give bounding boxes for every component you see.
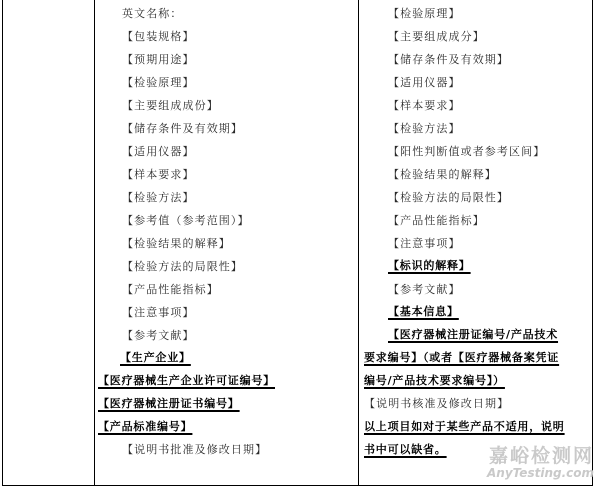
left-item-precautions: 【注意事项】	[122, 306, 195, 319]
right-item-instruments: 【适用仪器】	[388, 76, 461, 89]
left-item-intended-use: 【预期用途】	[122, 53, 195, 66]
left-item-registration-number: 【医疗器械注册证书编号】	[98, 397, 240, 410]
left-item-production-license: 【医疗器械生产企业许可证编号】	[98, 374, 275, 387]
right-item-label-explanation: 【标识的解释】	[388, 259, 471, 272]
left-item-components: 【主要组成成份】	[122, 99, 219, 112]
column-divider-2	[358, 0, 359, 485]
right-item-positive-cutoff: 【阳性判断值或者参考区间】	[388, 145, 546, 158]
watermark-en-text: AnyTesting.com	[487, 466, 594, 480]
left-item-manufacturer: 【生产企业】	[120, 351, 191, 364]
left-item-reference-value: 【参考值（参考范围）】	[122, 214, 250, 227]
right-item-components: 【主要组成成分】	[388, 30, 485, 43]
left-item-performance: 【产品性能指标】	[122, 283, 219, 296]
right-item-limitations: 【检验方法的局限性】	[388, 191, 509, 204]
right-item-storage: 【储存条件及有效期】	[388, 53, 509, 66]
right-item-performance: 【产品性能指标】	[388, 214, 485, 227]
left-item-approval-date: 【说明书批准及修改日期】	[122, 443, 268, 456]
left-item-english-name: 英文名称：	[122, 7, 183, 20]
left-item-limitations: 【检验方法的局限性】	[122, 260, 243, 273]
left-item-principle: 【检验原理】	[122, 76, 195, 89]
right-item-note-line-2: 书中可以缺省。	[364, 443, 447, 456]
left-item-instruments: 【适用仪器】	[122, 145, 195, 158]
column-divider-1	[94, 0, 95, 485]
watermark-cn-text: 嘉峪检测网	[488, 445, 594, 467]
right-item-sample: 【样本要求】	[388, 99, 461, 112]
right-item-note-line-1: 以上项目如对于某些产品不适用，说明	[364, 420, 565, 433]
left-item-storage: 【储存条件及有效期】	[122, 122, 243, 135]
right-item-precautions: 【注意事项】	[388, 237, 461, 250]
comparison-table	[2, 0, 593, 486]
left-item-references: 【参考文献】	[122, 329, 195, 342]
right-item-registration-line-1: 【医疗器械注册证编号/产品技术	[388, 328, 559, 341]
right-item-basic-info: 【基本信息】	[388, 305, 459, 318]
left-item-sample: 【样本要求】	[122, 168, 195, 181]
left-item-packaging: 【包装规格】	[122, 30, 195, 43]
left-item-method: 【检验方法】	[122, 191, 195, 204]
right-item-approval-date: 【说明书核准及修改日期】	[364, 397, 510, 410]
left-item-standard-number: 【产品标准编号】	[98, 420, 193, 433]
right-item-method: 【检验方法】	[388, 122, 461, 135]
right-item-references: 【参考文献】	[388, 283, 461, 296]
right-item-result-interpretation: 【检验结果的解释】	[388, 168, 497, 181]
right-item-registration-line-2: 要求编号】（或者【医疗器械备案凭证	[364, 351, 560, 364]
watermark-logo	[487, 445, 594, 480]
right-item-principle: 【检验原理】	[388, 7, 461, 20]
right-item-registration-line-3: 编号/产品技术要求编号】）	[364, 374, 505, 387]
left-item-result-interpretation: 【检验结果的解释】	[122, 237, 231, 250]
